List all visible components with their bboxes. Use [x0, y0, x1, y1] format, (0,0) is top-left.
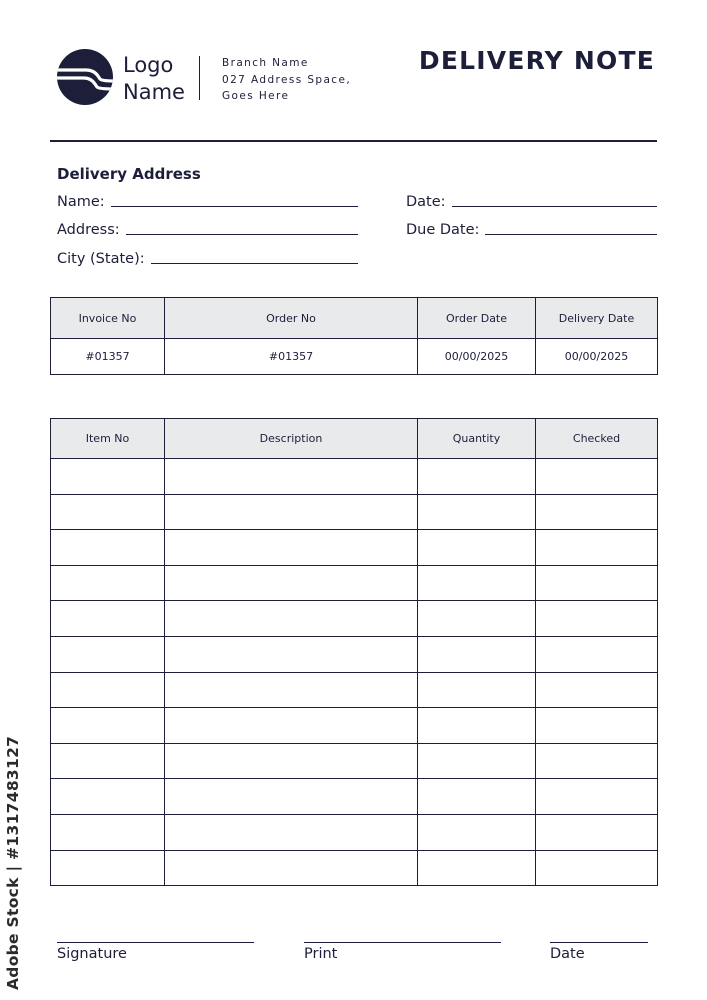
- invoice-no-cell[interactable]: #01357: [51, 339, 165, 375]
- item-no-cell[interactable]: [51, 636, 165, 672]
- order-info-row: [51, 339, 658, 375]
- date-signature-line[interactable]: [550, 942, 648, 943]
- description-cell[interactable]: [165, 672, 418, 708]
- quantity-cell[interactable]: [418, 494, 536, 530]
- quantity-cell[interactable]: [418, 850, 536, 886]
- table-row: [51, 530, 658, 566]
- date-input-line[interactable]: [452, 205, 657, 207]
- name-field[interactable]: [57, 194, 358, 210]
- quantity-cell[interactable]: [418, 530, 536, 566]
- description-cell[interactable]: [165, 459, 418, 495]
- branch-address-line-1: 027 Address Space,: [222, 73, 352, 86]
- order-info-table: [50, 297, 658, 375]
- table-row: [51, 850, 658, 886]
- table-row: [51, 814, 658, 850]
- logo-icon: [56, 48, 114, 106]
- quantity-header: Quantity: [418, 419, 536, 459]
- checked-cell[interactable]: [536, 565, 658, 601]
- due-date-label: Due Date:: [406, 222, 480, 238]
- branch-name: Branch Name: [222, 57, 309, 69]
- item-no-cell[interactable]: [51, 743, 165, 779]
- checked-cell[interactable]: [536, 850, 658, 886]
- logo-divider: [199, 56, 200, 100]
- checked-cell[interactable]: [536, 708, 658, 744]
- delivery-date-cell[interactable]: 00/00/2025: [536, 339, 658, 375]
- table-row: [51, 459, 658, 495]
- item-no-cell[interactable]: [51, 565, 165, 601]
- date-field[interactable]: [406, 194, 657, 210]
- logo-line-1: Logo: [123, 53, 174, 77]
- branch-address: [222, 55, 351, 105]
- table-row: [51, 708, 658, 744]
- description-header: Description: [165, 419, 418, 459]
- item-no-cell[interactable]: [51, 601, 165, 637]
- quantity-cell[interactable]: [418, 779, 536, 815]
- description-cell[interactable]: [165, 494, 418, 530]
- table-row: [51, 601, 658, 637]
- quantity-cell[interactable]: [418, 743, 536, 779]
- date-label: Date:: [406, 194, 446, 210]
- quantity-cell[interactable]: [418, 708, 536, 744]
- description-cell[interactable]: [165, 743, 418, 779]
- order-info-header-row: [51, 298, 658, 339]
- print-line[interactable]: [304, 942, 501, 943]
- delivery-address-heading: Delivery Address: [57, 165, 201, 183]
- logo-name: [123, 52, 185, 106]
- item-no-cell[interactable]: [51, 459, 165, 495]
- quantity-cell[interactable]: [418, 672, 536, 708]
- item-no-header: Item No: [51, 419, 165, 459]
- city-state-field[interactable]: [57, 251, 358, 267]
- description-cell[interactable]: [165, 636, 418, 672]
- table-row: [51, 494, 658, 530]
- checked-cell[interactable]: [536, 636, 658, 672]
- signature-label: Signature: [57, 946, 127, 962]
- checked-cell[interactable]: [536, 672, 658, 708]
- delivery-date-header: Delivery Date: [536, 298, 658, 339]
- description-cell[interactable]: [165, 708, 418, 744]
- description-cell[interactable]: [165, 530, 418, 566]
- items-body: [51, 459, 658, 886]
- item-no-cell[interactable]: [51, 672, 165, 708]
- description-cell[interactable]: [165, 779, 418, 815]
- address-input-line[interactable]: [126, 233, 358, 235]
- quantity-cell[interactable]: [418, 636, 536, 672]
- table-row: [51, 565, 658, 601]
- order-no-header: Order No: [165, 298, 418, 339]
- checked-cell[interactable]: [536, 743, 658, 779]
- checked-header: Checked: [536, 419, 658, 459]
- logo-line-2: Name: [123, 80, 185, 104]
- name-label: Name:: [57, 194, 105, 210]
- item-no-cell[interactable]: [51, 850, 165, 886]
- invoice-no-header: Invoice No: [51, 298, 165, 339]
- name-input-line[interactable]: [111, 205, 358, 207]
- order-date-header: Order Date: [418, 298, 536, 339]
- branch-address-line-2: Goes Here: [222, 90, 290, 102]
- signature-line[interactable]: [57, 942, 254, 943]
- quantity-cell[interactable]: [418, 565, 536, 601]
- item-no-cell[interactable]: [51, 779, 165, 815]
- header-divider: [50, 140, 657, 142]
- table-row: [51, 636, 658, 672]
- description-cell[interactable]: [165, 601, 418, 637]
- city-state-label: City (State):: [57, 251, 145, 267]
- description-cell[interactable]: [165, 565, 418, 601]
- checked-cell[interactable]: [536, 459, 658, 495]
- description-cell[interactable]: [165, 814, 418, 850]
- stock-id-watermark: Adobe Stock | #1317483127: [4, 735, 22, 990]
- footer-date-label: Date: [550, 946, 585, 962]
- order-no-cell[interactable]: #01357: [165, 339, 418, 375]
- order-date-cell[interactable]: 00/00/2025: [418, 339, 536, 375]
- item-no-cell[interactable]: [51, 814, 165, 850]
- due-date-input-line[interactable]: [485, 233, 657, 235]
- table-row: [51, 672, 658, 708]
- item-no-cell[interactable]: [51, 494, 165, 530]
- print-label: Print: [304, 946, 338, 962]
- city-state-input-line[interactable]: [151, 262, 358, 264]
- item-no-cell[interactable]: [51, 530, 165, 566]
- checked-cell[interactable]: [536, 814, 658, 850]
- quantity-cell[interactable]: [418, 459, 536, 495]
- item-no-cell[interactable]: [51, 708, 165, 744]
- page-title: DELIVERY NOTE: [418, 46, 655, 75]
- checked-cell[interactable]: [536, 779, 658, 815]
- due-date-field[interactable]: [406, 222, 657, 238]
- table-row: [51, 779, 658, 815]
- checked-cell[interactable]: [536, 601, 658, 637]
- checked-cell[interactable]: [536, 494, 658, 530]
- quantity-cell[interactable]: [418, 601, 536, 637]
- description-cell[interactable]: [165, 850, 418, 886]
- table-row: [51, 743, 658, 779]
- items-header-row: [51, 419, 658, 459]
- quantity-cell[interactable]: [418, 814, 536, 850]
- address-label: Address:: [57, 222, 120, 238]
- address-field[interactable]: [57, 222, 358, 238]
- checked-cell[interactable]: [536, 530, 658, 566]
- items-table: [50, 418, 658, 886]
